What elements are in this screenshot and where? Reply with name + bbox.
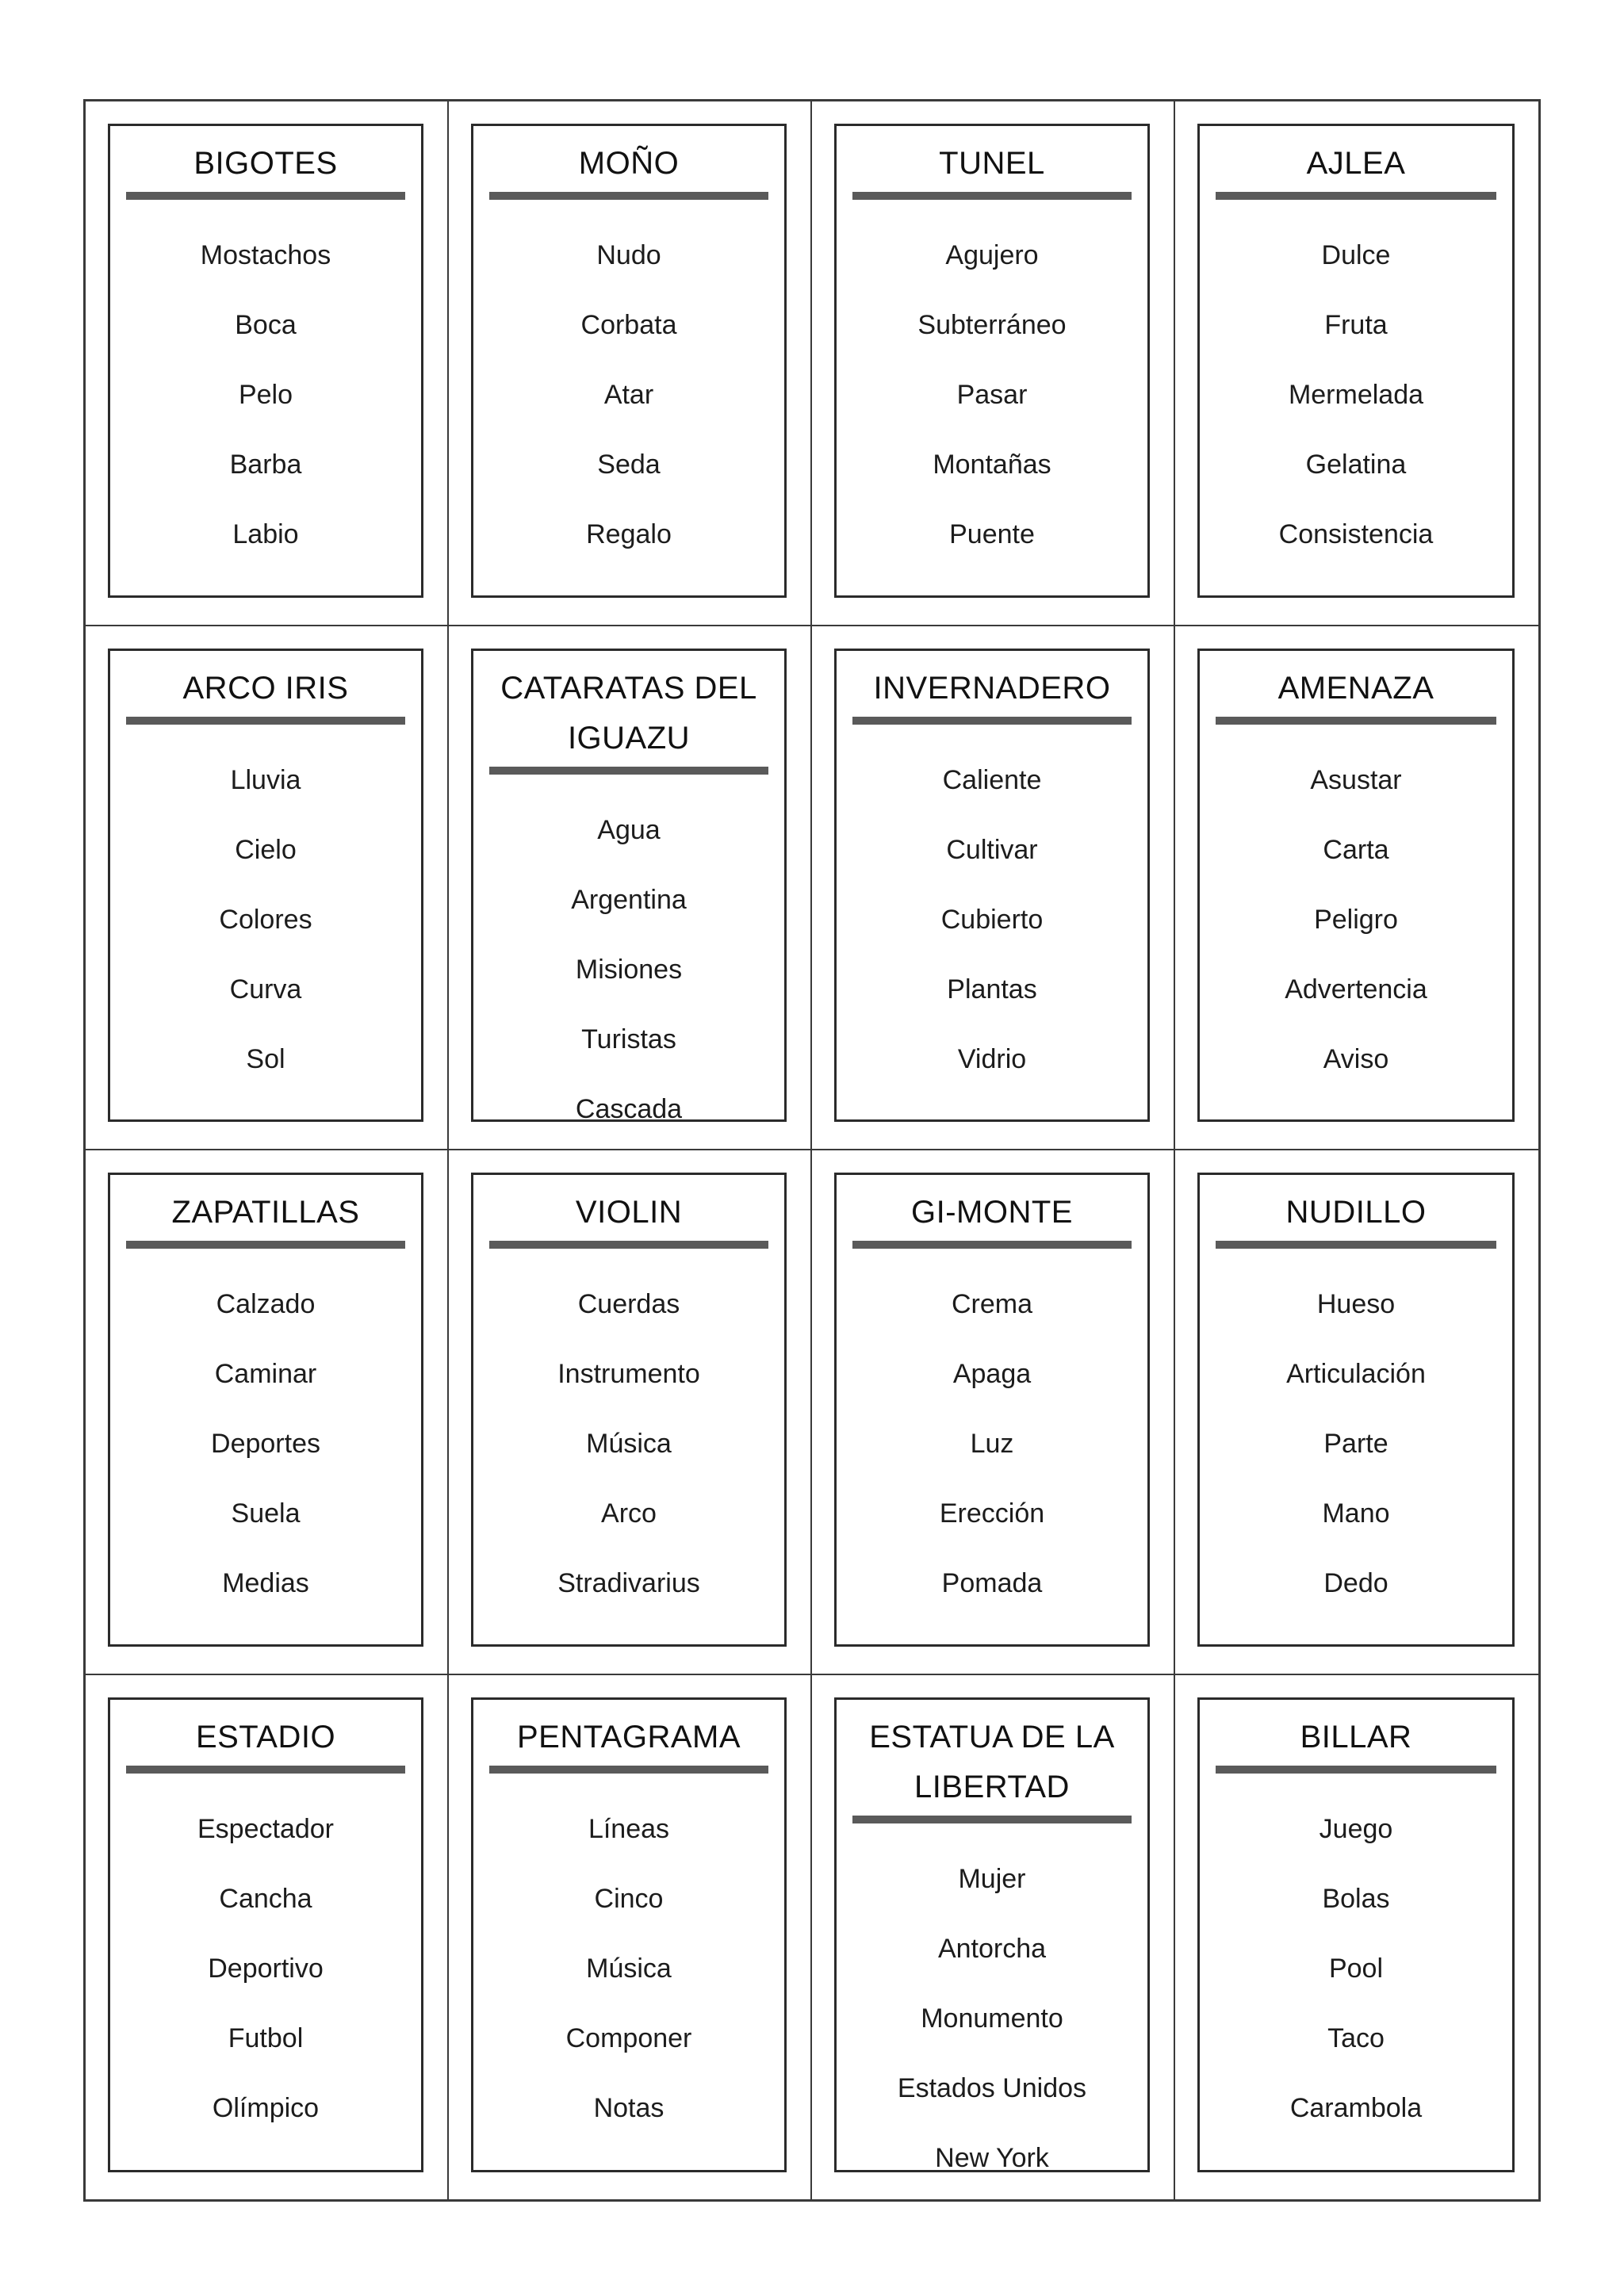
forbidden-word: Líneas	[588, 1813, 670, 1844]
taboo-card	[471, 649, 787, 1123]
forbidden-word: Espectador	[197, 1813, 334, 1844]
forbidden-words-list	[1200, 1794, 1512, 2143]
forbidden-word: Agujero	[945, 240, 1039, 270]
forbidden-word: Stradivarius	[557, 1568, 700, 1598]
forbidden-word: Hueso	[1316, 1289, 1396, 1319]
card-cell	[86, 626, 449, 1151]
title-divider	[126, 1241, 405, 1249]
forbidden-word: Mermelada	[1288, 380, 1424, 410]
cards-sheet	[83, 99, 1541, 2202]
forbidden-words-list	[110, 1269, 421, 1618]
taboo-card	[471, 1697, 787, 2173]
forbidden-word: Cultivar	[946, 834, 1038, 865]
taboo-card	[471, 124, 787, 598]
card-cell	[812, 101, 1175, 626]
forbidden-word: Atar	[603, 380, 654, 410]
forbidden-word: Seda	[597, 450, 661, 480]
card-cell	[812, 1150, 1175, 1675]
forbidden-word: Calzado	[216, 1289, 316, 1319]
forbidden-word: Arco	[601, 1498, 657, 1529]
forbidden-word: Música	[586, 1429, 672, 1459]
forbidden-word: Antorcha	[937, 1933, 1047, 1964]
forbidden-word: Suela	[231, 1498, 301, 1529]
card-cell	[1175, 1150, 1538, 1675]
forbidden-word: Caliente	[942, 764, 1042, 795]
forbidden-word: Dulce	[1321, 240, 1391, 270]
forbidden-word: Cinco	[594, 1883, 664, 1914]
card-cell	[812, 1675, 1175, 2200]
forbidden-word: Medias	[222, 1568, 309, 1598]
title-divider	[852, 717, 1132, 725]
card-title: GI-MONTE	[911, 1195, 1073, 1230]
forbidden-word: Lluvia	[230, 764, 301, 795]
card-cell	[1175, 626, 1538, 1151]
forbidden-words-list	[837, 1844, 1147, 2173]
forbidden-word: Erección	[939, 1498, 1045, 1529]
title-divider	[1216, 1241, 1496, 1249]
forbidden-word: Labio	[232, 519, 299, 549]
title-divider	[489, 767, 768, 775]
card-title: AMENAZA	[1277, 670, 1434, 706]
taboo-card	[108, 649, 423, 1123]
card-title: ZAPATILLAS	[171, 1195, 360, 1230]
card-cell	[86, 101, 449, 626]
forbidden-words-list	[837, 745, 1147, 1094]
taboo-card	[834, 1173, 1150, 1647]
forbidden-words-list	[473, 1794, 784, 2143]
forbidden-word: New York	[935, 2142, 1049, 2172]
forbidden-word: Pelo	[238, 380, 293, 410]
card-cell	[449, 1150, 812, 1675]
forbidden-word: Advertencia	[1285, 974, 1427, 1004]
title-divider	[126, 1766, 405, 1774]
card-title: AJLEA	[1306, 146, 1406, 181]
forbidden-word: Notas	[593, 2092, 665, 2123]
taboo-card	[471, 1173, 787, 1647]
forbidden-word: Olímpico	[212, 2092, 320, 2123]
forbidden-word: Turistas	[581, 1024, 676, 1054]
forbidden-word: Sol	[246, 1043, 285, 1074]
forbidden-word: Barba	[229, 450, 302, 480]
forbidden-words-list	[1200, 1269, 1512, 1618]
forbidden-word: Subterráneo	[917, 310, 1067, 340]
card-title: BIGOTES	[193, 146, 338, 181]
forbidden-word: Asustar	[1310, 764, 1402, 795]
taboo-card	[834, 124, 1150, 598]
forbidden-word: Dedo	[1323, 1568, 1388, 1598]
forbidden-word: Carambola	[1289, 2092, 1423, 2123]
card-title: ARCO IRIS	[182, 670, 349, 706]
forbidden-word: Curva	[229, 974, 302, 1004]
card-cell	[449, 101, 812, 626]
forbidden-word: Mujer	[958, 1863, 1026, 1894]
forbidden-word: Carta	[1323, 834, 1389, 865]
forbidden-word: Nudo	[596, 240, 661, 270]
title-divider	[489, 192, 768, 200]
forbidden-word: Agua	[597, 814, 661, 845]
taboo-card	[1197, 124, 1515, 598]
card-cell	[86, 1675, 449, 2200]
forbidden-word: Corbata	[580, 310, 677, 340]
taboo-card	[108, 1173, 423, 1647]
card-cell	[449, 1675, 812, 2200]
card-title: BILLAR	[1300, 1719, 1412, 1755]
forbidden-words-list	[110, 220, 421, 569]
title-divider	[489, 1766, 768, 1774]
forbidden-words-list	[110, 745, 421, 1094]
card-title: NUDILLO	[1285, 1195, 1427, 1230]
forbidden-word: Regalo	[586, 519, 672, 549]
forbidden-word: Cancha	[219, 1883, 312, 1914]
forbidden-words-list	[1200, 745, 1512, 1094]
card-cell	[449, 626, 812, 1151]
card-title: MOÑO	[578, 146, 680, 181]
forbidden-word: Taco	[1327, 2022, 1385, 2053]
forbidden-word: Futbol	[228, 2022, 304, 2053]
forbidden-word: Música	[586, 1953, 672, 1984]
card-title: ESTATUA DE LA LIBERTAD	[869, 1719, 1115, 1804]
forbidden-word: Articulación	[1286, 1359, 1426, 1389]
forbidden-words-list	[837, 1269, 1147, 1618]
forbidden-word: Apaga	[952, 1359, 1032, 1389]
forbidden-words-list	[473, 795, 784, 1123]
card-title: VIOLIN	[575, 1195, 683, 1230]
card-title: INVERNADERO	[873, 670, 1111, 706]
forbidden-word: Bolas	[1322, 1883, 1390, 1914]
forbidden-word: Crema	[951, 1289, 1033, 1319]
title-divider	[1216, 1766, 1496, 1774]
forbidden-word: Deportivo	[208, 1953, 324, 1984]
forbidden-word: Fruta	[1324, 310, 1388, 340]
forbidden-word: Deportes	[211, 1429, 320, 1459]
taboo-card	[834, 649, 1150, 1123]
forbidden-word: Pasar	[956, 380, 1028, 410]
title-divider	[126, 192, 405, 200]
forbidden-word: Vidrio	[957, 1043, 1027, 1074]
forbidden-word: Gelatina	[1305, 450, 1407, 480]
forbidden-word: Cubierto	[940, 904, 1044, 935]
forbidden-words-list	[110, 1794, 421, 2143]
taboo-card	[1197, 1173, 1515, 1647]
forbidden-word: Instrumento	[557, 1359, 700, 1389]
forbidden-words-list	[1200, 220, 1512, 569]
forbidden-word: Estados Unidos	[897, 2072, 1087, 2103]
taboo-card	[1197, 649, 1515, 1123]
forbidden-word: Consistencia	[1278, 519, 1434, 549]
card-title: ESTADIO	[195, 1719, 336, 1755]
forbidden-word: Mostachos	[200, 240, 331, 270]
forbidden-words-list	[473, 1269, 784, 1618]
title-divider	[852, 192, 1132, 200]
forbidden-word: Luz	[970, 1429, 1014, 1459]
forbidden-word: Componer	[565, 2022, 692, 2053]
forbidden-word: Boca	[235, 310, 297, 340]
forbidden-word: Argentina	[571, 884, 687, 915]
forbidden-word: Montañas	[933, 450, 1051, 480]
title-divider	[1216, 717, 1496, 725]
forbidden-word: Plantas	[947, 974, 1037, 1004]
forbidden-word: Colores	[219, 904, 312, 935]
forbidden-word: Aviso	[1323, 1043, 1389, 1074]
forbidden-word: Pomada	[941, 1568, 1043, 1598]
forbidden-word: Mano	[1322, 1498, 1390, 1529]
taboo-card	[108, 1697, 423, 2173]
card-cell	[1175, 101, 1538, 626]
forbidden-word: Cuerdas	[577, 1289, 680, 1319]
forbidden-word: Puente	[949, 519, 1035, 549]
forbidden-words-list	[837, 220, 1147, 569]
taboo-card	[1197, 1697, 1515, 2173]
title-divider	[126, 717, 405, 725]
title-divider	[489, 1241, 768, 1249]
card-cell	[1175, 1675, 1538, 2200]
forbidden-word: Monumento	[921, 2003, 1063, 2034]
card-cell	[86, 1150, 449, 1675]
title-divider	[852, 1241, 1132, 1249]
forbidden-words-list	[473, 220, 784, 569]
card-title: PENTAGRAMA	[516, 1719, 741, 1755]
forbidden-word: Parte	[1323, 1429, 1388, 1459]
taboo-card	[108, 124, 423, 598]
forbidden-word: Cielo	[235, 834, 297, 865]
forbidden-word: Juego	[1319, 1813, 1393, 1844]
forbidden-word: Misiones	[575, 954, 683, 985]
forbidden-word: Pool	[1328, 1953, 1384, 1984]
card-title: TUNEL	[939, 146, 1045, 181]
forbidden-word: Peligro	[1314, 904, 1398, 935]
title-divider	[852, 1816, 1132, 1823]
forbidden-word: Caminar	[214, 1359, 317, 1389]
forbidden-word: Cascada	[575, 1093, 683, 1122]
card-cell	[812, 626, 1175, 1151]
title-divider	[1216, 192, 1496, 200]
taboo-card	[834, 1697, 1150, 2173]
card-title: CATARATAS DEL IGUAZU	[500, 670, 757, 756]
